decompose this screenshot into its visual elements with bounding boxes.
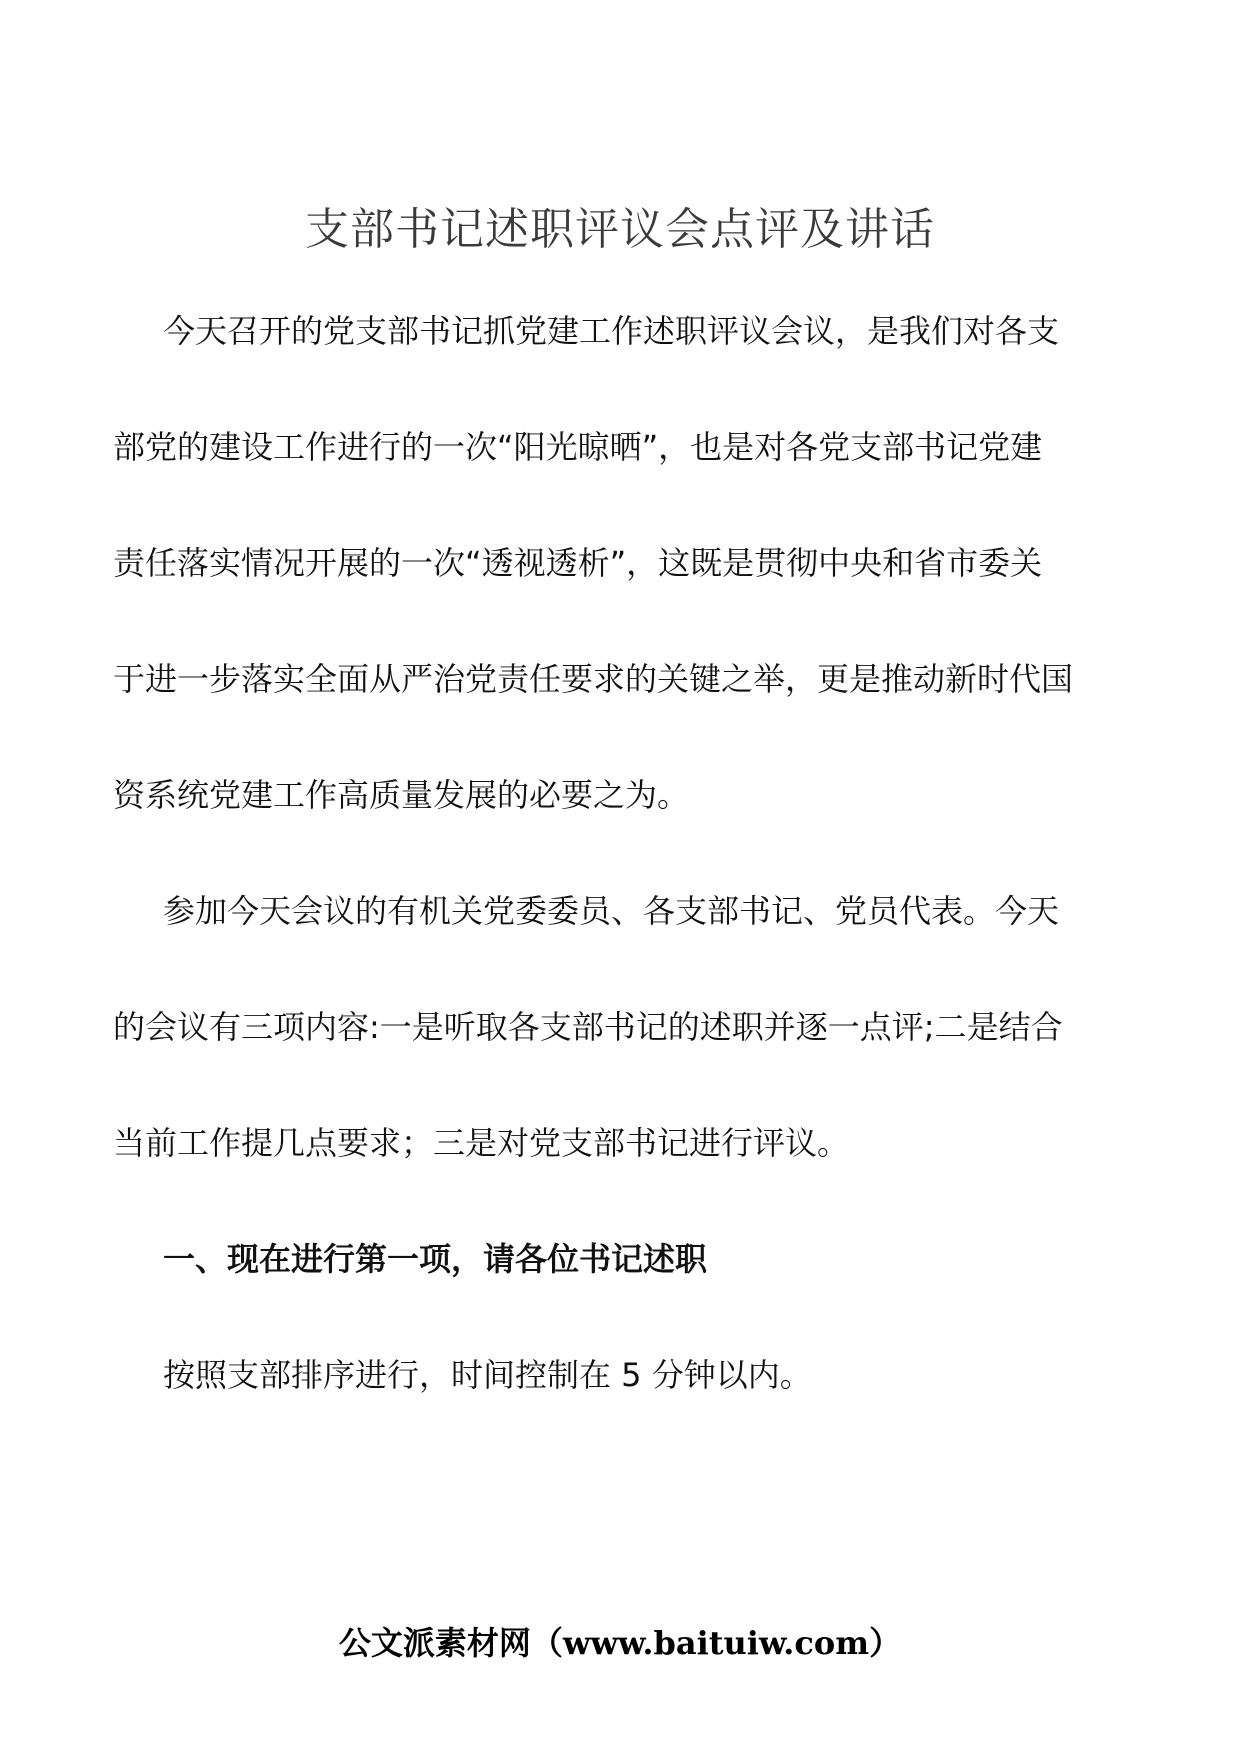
footer-source: 公文派素材网（www.baituiw.com） <box>338 1624 902 1662</box>
section-body: 按照支部排序进行，时间控制在 5 分钟以内。 <box>163 1356 812 1394</box>
paragraph-1-line-4: 于进一步落实全面从严治党责任要求的关键之举，更是推动新时代国 <box>113 660 1074 698</box>
section-heading: 一、现在进行第一项，请各位书记述职 <box>163 1240 708 1278</box>
paragraph-2-line-1: 参加今天会议的有机关党委委员、各支部书记、党员代表。今天 <box>163 892 1060 930</box>
paragraph-1-line-2: 部党的建设工作进行的一次“阳光晾晒”，也是对各党支部书记党建 <box>113 428 1043 466</box>
paragraph-1-line-1: 今天召开的党支部书记抓党建工作述职评议会议，是我们对各支 <box>163 312 1060 350</box>
paragraph-1-line-3: 责任落实情况开展的一次“透视透析”，这既是贯彻中央和省市委关 <box>113 544 1043 582</box>
document-title: 支部书记述职评议会点评及讲话 <box>305 204 935 255</box>
paragraph-1-line-5: 资系统党建工作高质量发展的必要之为。 <box>113 776 690 814</box>
paragraph-2-line-2: 的会议有三项内容:一是听取各支部书记的述职并逐一点评;二是结合 <box>113 1008 1063 1046</box>
paragraph-2-line-3: 当前工作提几点要求；三是对党支部书记进行评议。 <box>113 1124 850 1162</box>
